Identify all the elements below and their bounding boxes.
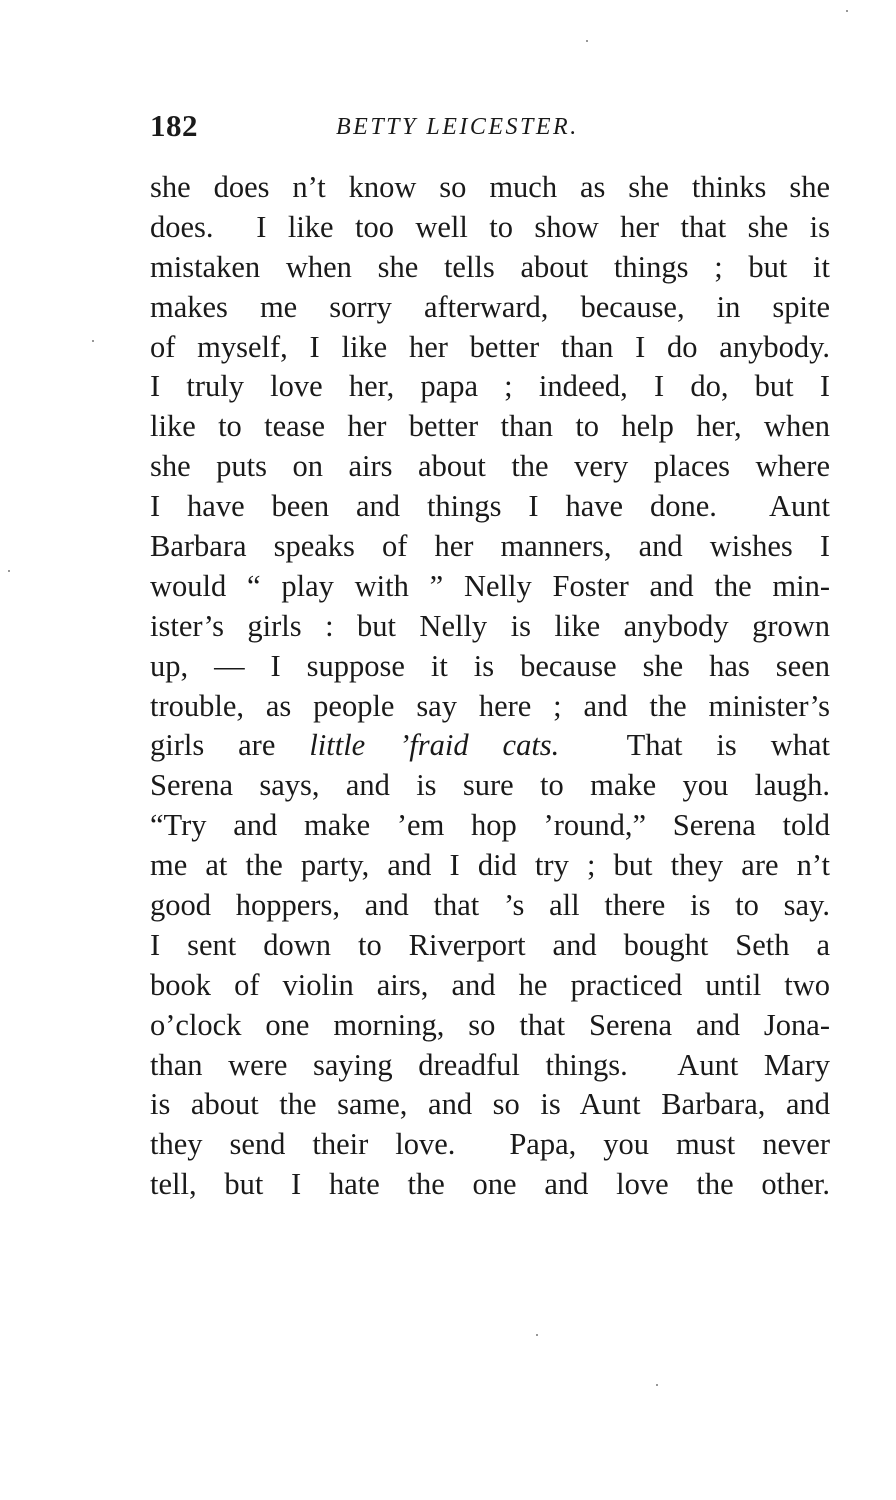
text-segment: I sent down to Riverport and bought Seth a — [150, 927, 830, 962]
text-line — [150, 806, 830, 846]
text-line — [150, 168, 830, 208]
running-title: BETTY LEICESTER. — [336, 114, 579, 140]
text-segment: than were saying dreadful things. Aunt Mary — [150, 1047, 830, 1082]
text-line — [150, 726, 830, 766]
text-line — [150, 248, 830, 288]
running-head — [150, 108, 830, 152]
scan-speck — [8, 570, 10, 572]
text-segment: of myself, I like her better than I do anybody. — [150, 329, 830, 364]
italic-phrase: little ’fraid cats. — [309, 728, 560, 763]
text-segment: would “ play with ” Nelly Foster and the min- — [150, 568, 830, 603]
text-line — [150, 208, 830, 248]
text-line — [150, 966, 830, 1006]
text-segment: That is what — [559, 728, 830, 763]
text-segment: makes me sorry afterward, because, in spite — [150, 289, 830, 324]
text-line — [150, 1165, 830, 1205]
text-segment: o’clock one morning, so that Serena and Jona- — [150, 1007, 830, 1042]
text-segment: is about the same, and so is Aunt Barbara, and — [150, 1087, 830, 1122]
text-segment: ister’s girls : but Nelly is like anybody grown — [150, 608, 830, 643]
body-text — [150, 168, 830, 1205]
text-segment: she puts on airs about the very places where — [150, 449, 830, 484]
text-line — [150, 487, 830, 527]
text-line — [150, 527, 830, 567]
text-line — [150, 407, 830, 447]
text-segment: Serena says, and is sure to make you laugh. — [150, 768, 830, 803]
scan-speck — [656, 1384, 658, 1386]
scan-speck — [536, 1334, 538, 1336]
text-segment: they send their love. Papa, you must never — [150, 1127, 830, 1162]
text-segment: “Try and make ’em hop ’round,” Serena told — [150, 808, 830, 843]
text-line — [150, 766, 830, 806]
text-line — [150, 567, 830, 607]
text-segment: me at the party, and I did try ; but they are n’t — [150, 848, 830, 883]
text-line — [150, 647, 830, 687]
text-segment: does. I like too well to show her that she is — [150, 209, 830, 244]
text-segment: Barbara speaks of her manners, and wishes I — [150, 529, 830, 564]
scan-speck — [846, 10, 848, 12]
text-segment: tell, but I hate the one and love the other. — [150, 1167, 830, 1202]
scan-speck — [586, 40, 588, 42]
text-segment: mistaken when she tells about things ; but it — [150, 249, 830, 284]
text-segment: book of violin airs, and he practiced until two — [150, 967, 830, 1002]
text-line — [150, 1006, 830, 1046]
page-number: 182 — [150, 108, 198, 143]
text-segment: I truly love her, papa ; indeed, I do, but I — [150, 369, 830, 404]
text-line — [150, 328, 830, 368]
text-line — [150, 607, 830, 647]
text-line — [150, 926, 830, 966]
text-segment: I have been and things I have done. Aunt — [150, 489, 830, 524]
text-line — [150, 886, 830, 926]
text-segment: trouble, as people say here ; and the minister’s — [150, 688, 830, 723]
text-segment: she does n’t know so much as she thinks she — [150, 170, 830, 204]
text-line — [150, 687, 830, 727]
scan-speck — [92, 340, 94, 342]
text-line — [150, 367, 830, 407]
text-line — [150, 447, 830, 487]
text-line — [150, 846, 830, 886]
text-line — [150, 1046, 830, 1086]
text-line — [150, 1125, 830, 1165]
text-segment: up, — I suppose it is because she has seen — [150, 648, 830, 683]
text-segment: girls are — [150, 728, 310, 763]
text-segment: good hoppers, and that ’s all there is to say. — [150, 888, 830, 923]
text-line — [150, 1085, 830, 1125]
text-segment: like to tease her better than to help her, when — [150, 409, 830, 444]
text-line — [150, 288, 830, 328]
